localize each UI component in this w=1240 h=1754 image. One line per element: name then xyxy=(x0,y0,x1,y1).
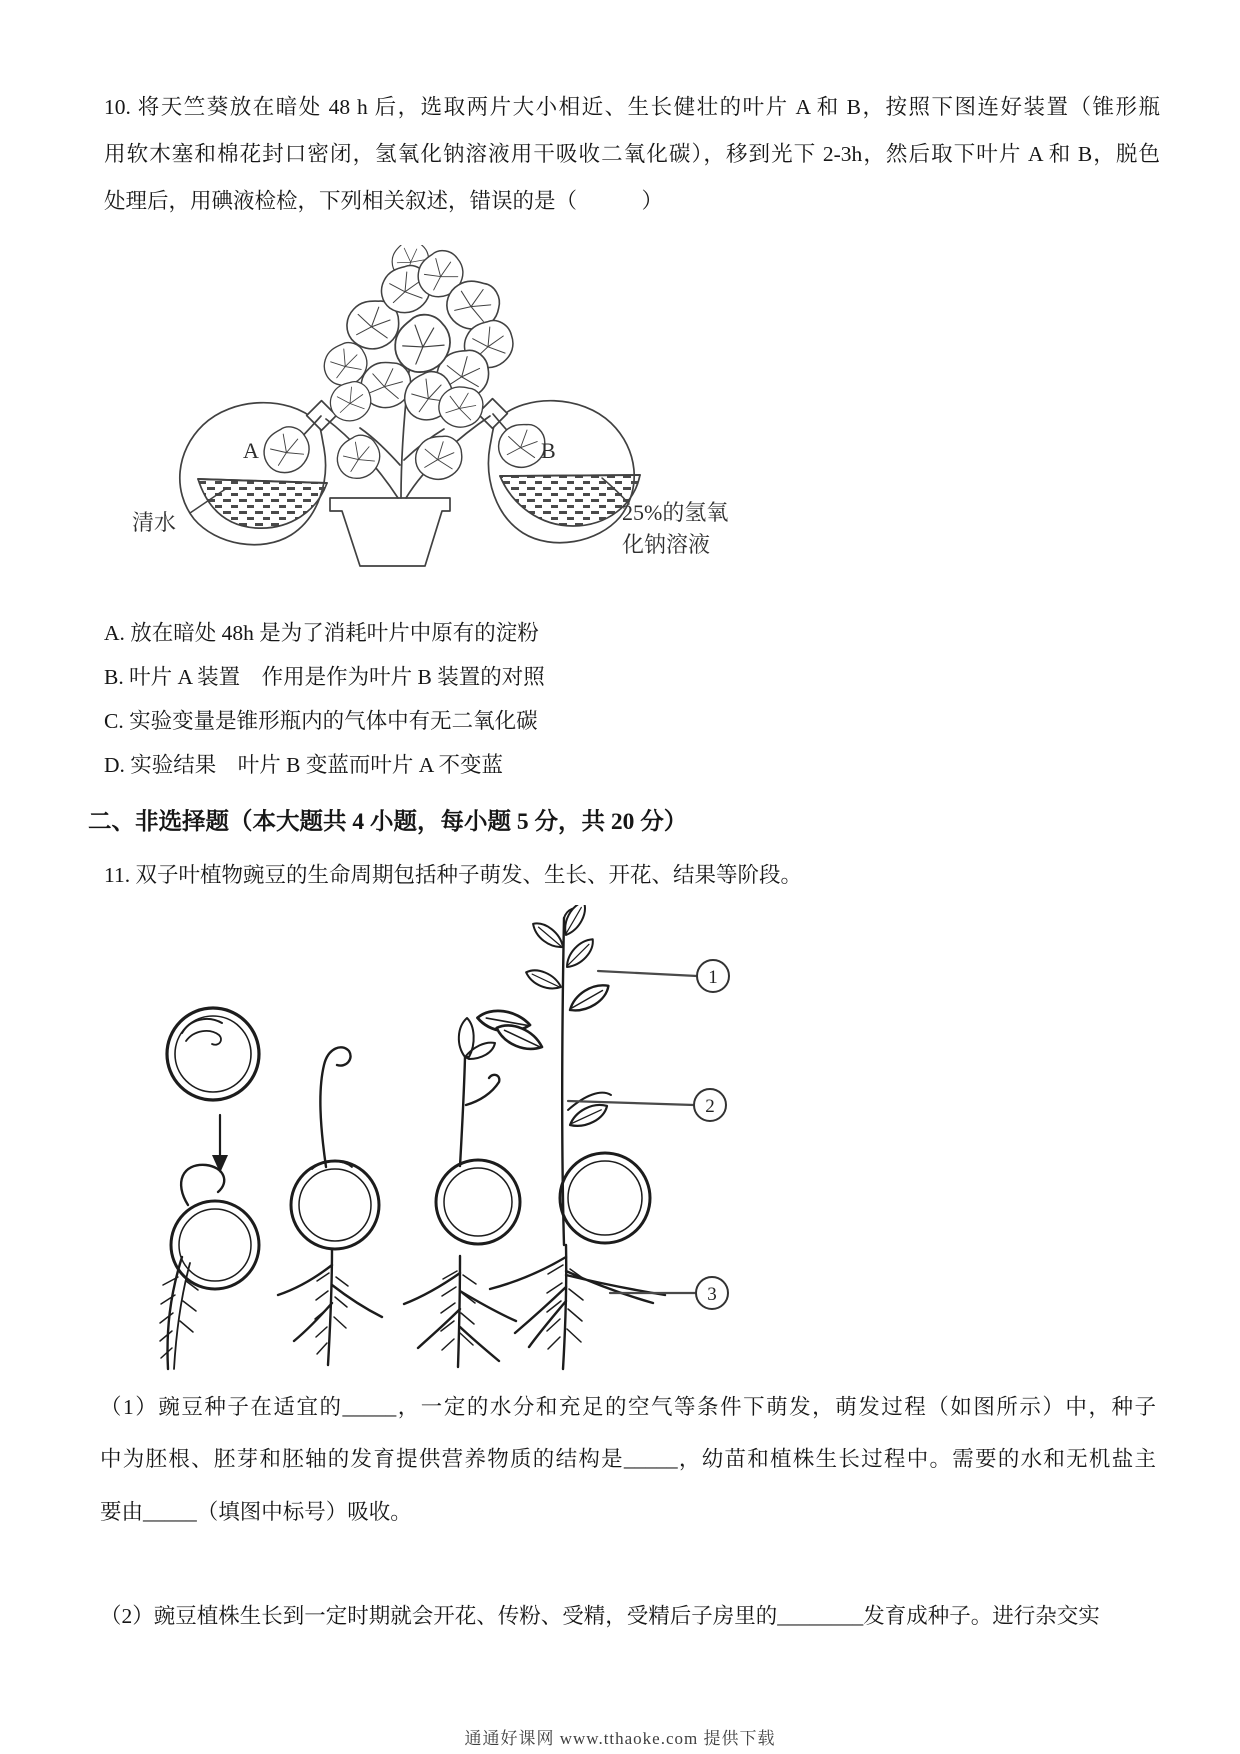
naoh-label-line1: 25%的氢氧 xyxy=(622,500,729,525)
callout-1: 1 xyxy=(708,967,718,988)
section-2-header: 二、非选择题（本大题共 4 小题，每小题 5 分，共 20 分） xyxy=(88,809,688,835)
flask-a-label: A xyxy=(243,438,259,463)
water-label: 清水 xyxy=(132,510,177,535)
q10-option-a: A. 放在暗处 48h 是为了消耗叶片中原有的淀粉 xyxy=(104,621,539,645)
q10-line-3: 处理后，用碘液检检，下列相关叙述，错误的是（ ） xyxy=(104,189,664,213)
q10-line-1: 10. 将天竺葵放在暗处 48 h 后，选取两片大小相近、生长健壮的叶片 A 和 B，按照下图连好装置（锥形瓶 xyxy=(104,95,1160,119)
naoh-label-line2: 化钠溶液 xyxy=(622,532,711,557)
q11-part1-line-3: 要由_____（填图中标号）吸收。 xyxy=(100,1500,412,1524)
q11-intro: 11. 双子叶植物豌豆的生命周期包括种子萌发、生长、开花、结果等阶段。 xyxy=(104,863,802,887)
q11-part2-line-1: （2）豌豆植株生长到一定时期就会开花、传粉、受精，受精后子房里的________发育成种子。进行杂交实 xyxy=(100,1604,1100,1628)
q10-line-2: 用软木塞和棉花封口密闭，氢氧化钠溶液用干吸收二氧化碳），移到光下 2-3h，然后取下叶片 A 和 B，脱色 xyxy=(104,142,1160,166)
callout-3: 3 xyxy=(707,1284,717,1305)
q10-option-c: C. 实验变量是锥形瓶内的气体中有无二氧化碳 xyxy=(104,709,538,733)
q10-option-d: D. 实验结果 叶片 B 变蓝而叶片 A 不变蓝 xyxy=(104,753,503,777)
q10-option-b: B. 叶片 A 装置 作用是作为叶片 B 装置的对照 xyxy=(104,665,545,689)
callout-2: 2 xyxy=(705,1096,715,1117)
site-footer: 通通好课网 www.tthaoke.com 提供下载 xyxy=(464,1729,776,1748)
germination-diagram xyxy=(130,905,730,1375)
q11-part1-line-1: （1）豌豆种子在适宜的_____，一定的水分和充足的空气等条件下萌发，萌发过程（如图所示）中，种子 xyxy=(100,1395,1156,1419)
q11-part1-line-2: 中为胚根、胚芽和胚轴的发育提供营养物质的结构是_____，幼苗和植株生长过程中。需要的水和无机盐主 xyxy=(100,1447,1156,1471)
flask-b-label: B xyxy=(541,438,556,463)
